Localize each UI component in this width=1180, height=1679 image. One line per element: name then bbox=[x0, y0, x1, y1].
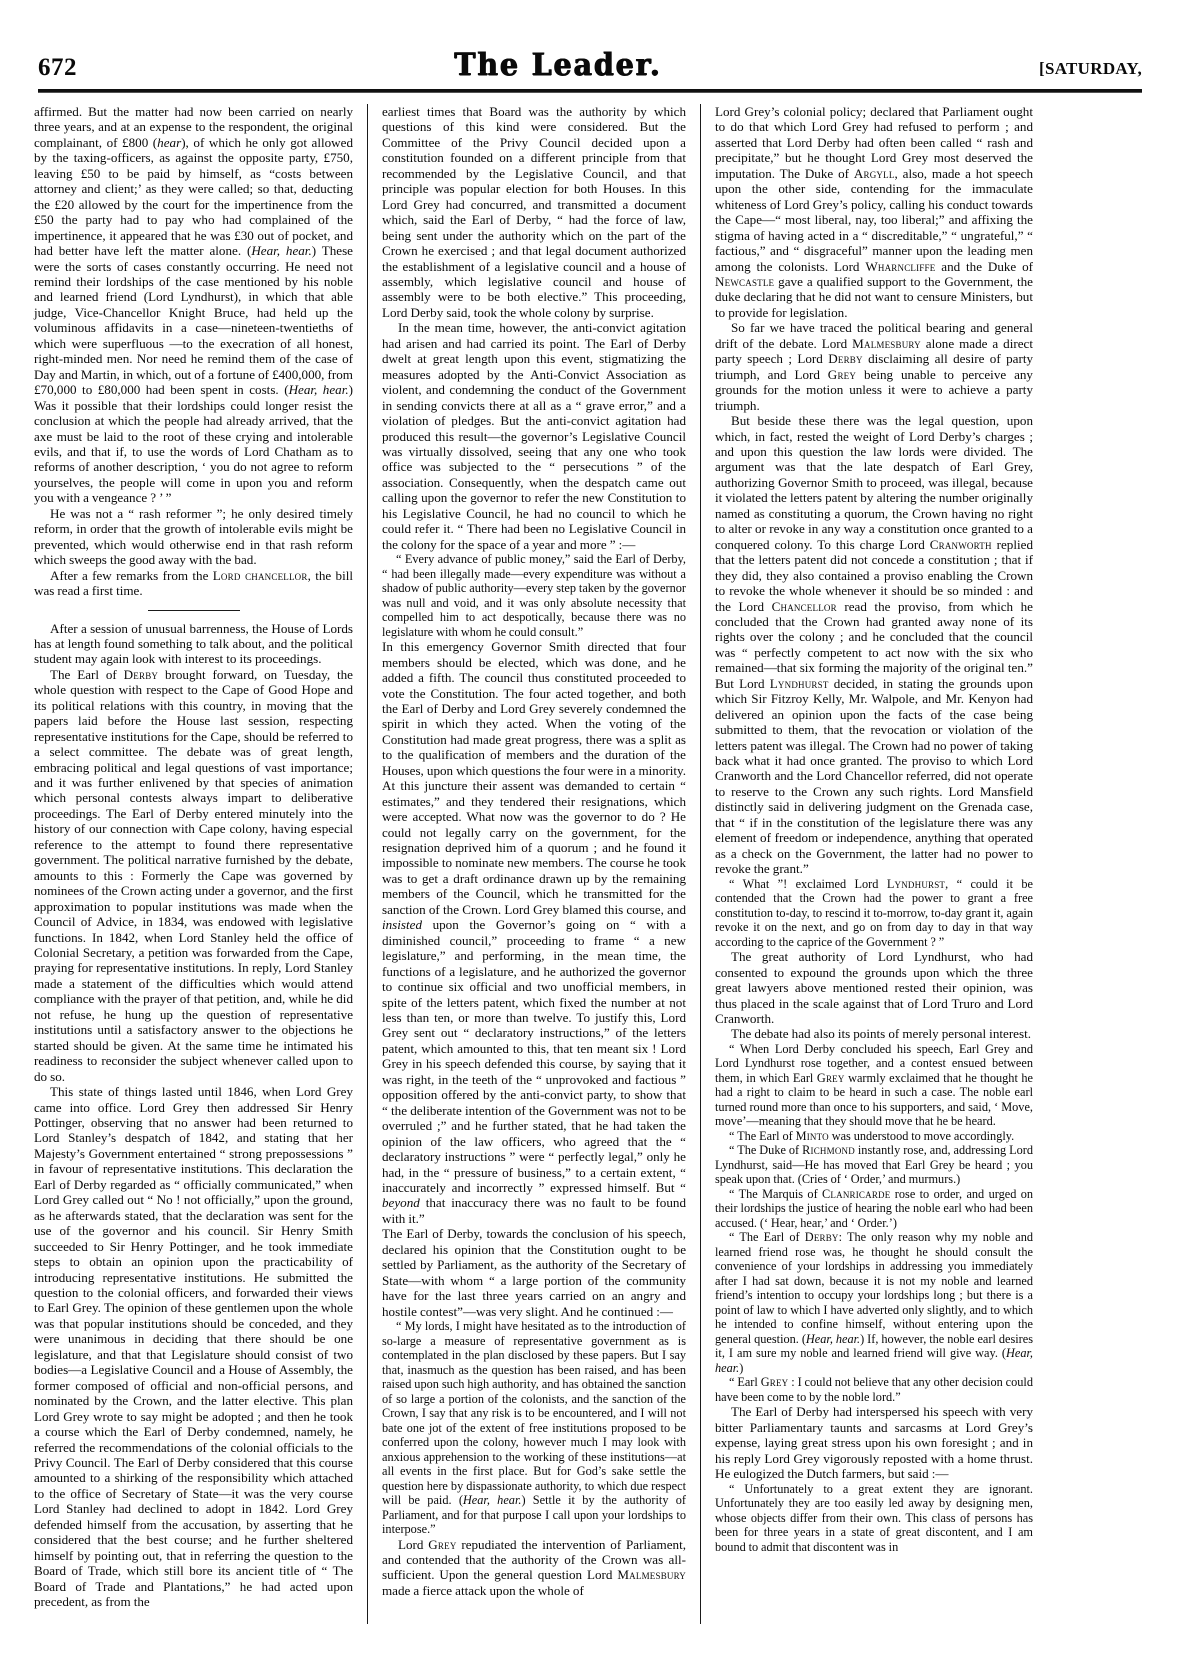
body-paragraph: Lord Grey’s colonial policy; declared that Parliament ought to do that which Lord Grey had refused to perform ; and asserted that Lord Derby had often been called “ rash and precipitate,” but he thought Lord Grey most deserved the imputation. The Duke of Argyll, also, made a hot speech upon the other side, contending for the immaculate whiteness of Lord Grey’s policy, calling his conduct towards the Cape—“ most liberal, nay, too liberal;” and affixing the stigma of having acted in a “ discreditable,” “ ungrateful,” “ factious,” and “ disgraceful” manner upon the leading men among the colonists. Lord Wharncliffe and the Duke of Newcastle gave a qualified support to the Government, the duke declaring that he did not want to censure Ministers, but to provide for legislation. bbox=[715, 104, 1033, 320]
italic-text: Hear, hear. bbox=[805, 1331, 861, 1346]
quoted-paragraph: “ The Earl of Minto was understood to move accordingly. bbox=[729, 1128, 1015, 1143]
body-paragraph: The Earl of Derby, towards the conclusion of his speech, declared his opinion that the Constitution ought to be settled by Parliament, as the authority of the Secretary of State—with whom “ a large portion of the community have for the last three years carried on an angry and hostile contest”—was very slight. And he continued :— bbox=[382, 1226, 686, 1319]
small-caps-name: Derby bbox=[828, 351, 863, 367]
body-paragraph: But beside these there was the legal question, upon which, in fact, rested the weight of Lord Derby’s charges ; and upon this question the law lords were divided. The argument was that the late despatch of Earl Grey, authorizing Governor Smith to proceed, was illegal, because it violated the letters patent by altering the number originally named as constituting a quorum, the Crown having no right to alter or revoke in any way a constitution once granted to a conquered colony. To this charge Lord Cranworth replied that the letters patent did not concede a constitution ; that if they did, they also contained a proviso enabling the Crown to revoke the whole whenever it should be so minded : and the Lord Chancellor read the proviso, from which he concluded that the Crown had granted away none of its rights over the colony ; and he concluded that the council was “ perfectly competent to act now with the six who remained—that six forming the majority of the original ten.” But Lord Lyndhurst decided, in stating the grounds upon which Sir Fitzroy Kelly, Mr. Walpole, and Mr. Kenyon had delivered an opinion upon the facts of the case being submitted to them, that the revocation or violation of the letters patent was illegal. The Crown had no power of taking back what it had once granted. The proviso to which Lord Cranworth and the Lord Chancellor referred, did not operate to reserve to the Crown any such rights. Lord Mansfield distinctly said in delivering judgment on the Grenada case, that “ if in the constitution of the legislature there was any element of freedom or independence, anything that operated as a check on the Government, the latter had no power to revoke the grant.” bbox=[715, 413, 1033, 877]
quoted-paragraph: “ The Earl of Derby: The only reason why my noble and learned friend rose was, he thought he should consult the convenience of your lordships in addressing you immediately after I had sat down, because it is not my noble and learned friend’s intention to occupy your lordships long ; but there is a point of law to which I have adverted only slightly, and to which he intended to confine himself, without entering upon the general question. (Hear, hear.) If, however, the noble earl desires it, I am sure my noble and learned friend will give way. (Hear, hear.) bbox=[715, 1230, 1033, 1375]
italic-text: Hear, hear. bbox=[288, 382, 349, 398]
small-caps-name: Lyndhurst bbox=[886, 876, 946, 891]
quoted-paragraph: “ When Lord Derby concluded his speech, Earl Grey and Lord Lyndhurst rose together, and a contest ensued between them, in which Earl Grey warmly exclaimed that he thought he had a right to claim to be heard in such a case. The noble earl turned round more than once to his supporters, and said, ‘ Move, move’—meaning that they should move that he be heard. bbox=[715, 1041, 1033, 1129]
body-paragraph: He was not a “ rash reformer ”; he only desired timely reform, in order that the growth of intolerable evils might be prevented, which would otherwise end in that rash reform which sweeps the good away with the bad. bbox=[34, 505, 353, 568]
body-paragraph: The Earl of Derby had interspersed his speech with very bitter Parliamentary taunts and sarcasms at Lord Grey’s expense, laying great stress upon his own foresight ; and in his reply Lord Grey vigorously reposted with a home thrust. He eulogized the Dutch farmers, but said :— bbox=[715, 1404, 1033, 1482]
small-caps-name: Cranworth bbox=[929, 536, 992, 552]
italic-text: beyond bbox=[382, 1195, 420, 1211]
small-caps-name: Grey bbox=[760, 1375, 789, 1390]
small-caps-name: Grey bbox=[827, 366, 857, 382]
quoted-paragraph: “ Unfortunately to a great extent they are ignorant. Unfortunately they are too easily led away by designing men, whose objects differ from their own. This class of persons has been for three years in a state of great discontent, and I am bound to admit that discontent was in bbox=[715, 1481, 1033, 1554]
small-caps-name: Minto bbox=[795, 1128, 829, 1143]
small-caps-name: Malmesbury bbox=[852, 335, 921, 351]
body-paragraph: Lord Grey repudiated the intervention of Parliament, and contended that the authority of the Crown was all-sufficient. Upon the general question Lord Malmesbury made a fierce attack upon the whole of bbox=[382, 1536, 686, 1598]
column-1 bbox=[34, 104, 367, 1624]
small-caps-name: Clanricarde bbox=[822, 1186, 891, 1201]
section-divider bbox=[148, 610, 240, 611]
body-paragraph: The great authority of Lord Lyndhurst, who had consented to expound the grounds upon which the three great lawyers above mentioned rested their opinion, was thus placed in the scale against that of Lord Truro and Lord Cranworth. bbox=[715, 949, 1033, 1026]
small-caps-name: Lord chancellor bbox=[212, 567, 308, 583]
column-2 bbox=[367, 104, 700, 1624]
italic-text: Hear, hear. bbox=[715, 1346, 1033, 1375]
body-paragraph: The debate had also its points of merely personal interest. bbox=[731, 1026, 1031, 1042]
body-paragraph: In the mean time, however, the anti-convict agitation had arisen and had carried its point. The Earl of Derby dwelt at great length upon this event, stigmatizing the measures adopted by the Anti-Convict Association as violent, and condemning the conduct of the Government in sending convicts there at all as a “ grave error,” and a violation of pledges. But the anti-convict agitation had produced this result—the governor’s Legislative Council was virtually dissolved, seeing that any one who took office was subjected to the “ persecutions ” of the association. Consequently, when the despatch came out calling upon the governor to refer the new Constitution to his Legislative Council, he had no council to which he could refer it. “ There had been no Legislative Council in the colony for the space of a year and more ” :— bbox=[382, 320, 686, 552]
masthead bbox=[38, 30, 1142, 82]
italic-text: hear bbox=[157, 134, 182, 150]
body-paragraph: affirmed. But the matter had now been carried on nearly three years, and at an expense to the respondent, the original complainant, of £800 (hear), of which he only got allowed by the taxing-officers, as against the opposite party, £750, leaving £50 to be paid by himself, as “costs between attorney and client;’ as they were called; so that, deducting the £20 allowed by the court for the impertinence from the £50 the party had to pay who had complained of the impertinence, it appeared that he was £30 out of pocket, and had better have left the matter alone. (Hear, hear.) These were the sorts of cases constantly occurring. He need not remind their lordships of the case mentioned by his noble and learned friend (Lord Lyndhurst), in which that able judge, Vice-Chancellor Knight Bruce, had held up the voluminous affidavits in a case—nineteen-twentieths of which were superfluous —to the execration of all honest, right-minded men. Nor need he remind them of the case of Day and Martin, in which, out of a fortune of £400,000, from £70,000 to £80,000 had been spent in costs. (Hear, hear.) Was it possible that their lordships could longer resist the conclusion at which the people had already arrived, that the axe must be laid to the root of these crying and intolerable evils, and that if, to use the words of Lord Chatham as to reforms of another description, ‘ you do not agree to reform yourselves, the people will come in upon you and reform you with a vengeance ? ’ ” bbox=[34, 104, 353, 506]
small-caps-name: Malmesbury bbox=[617, 1567, 686, 1583]
small-caps-name: Argyll bbox=[853, 165, 895, 181]
column-3 bbox=[700, 104, 1033, 1624]
small-caps-name: Grey bbox=[428, 1536, 457, 1552]
small-caps-name: Lyndhurst bbox=[769, 675, 829, 691]
small-caps-name: Derby bbox=[123, 666, 159, 682]
body-paragraph: After a session of unusual barrenness, the House of Lords has at length found something to talk about, and the political student may again look with interest to its proceedings. bbox=[34, 620, 353, 667]
newspaper-title bbox=[115, 47, 1000, 83]
quoted-paragraph: “ Earl Grey : I could not believe that any other decision could have been come to by the noble lord.” bbox=[715, 1375, 1033, 1404]
article-columns bbox=[34, 104, 1146, 1624]
body-paragraph: After a few remarks from the Lord chancellor, the bill was read a first time. bbox=[34, 567, 353, 599]
italic-text: Hear, hear. bbox=[251, 243, 312, 259]
newspaper-title-text: The Leader. bbox=[454, 47, 662, 83]
body-paragraph: So far we have traced the political bearing and general drift of the debate. Lord Malmesbury alone made a direct party speech ; Lord Derby disclaiming all desire of party triumph, and Lord Grey being unable to perceive any grounds for the motion unless it were to achieve a party triumph. bbox=[715, 320, 1034, 413]
small-caps-name: Newcastle bbox=[715, 273, 775, 289]
quoted-paragraph: “ What ”! exclaimed Lord Lyndhurst, “ could it be contended that the Crown had the power to grant a free constitution to-day, to rescind it to-morrow, to-day grant it, again revoke it on the next, and go on from day to day in that way according to the caprice of the Government ? ” bbox=[715, 876, 1033, 949]
small-caps-name: Derby bbox=[804, 1230, 839, 1245]
small-caps-name: Wharncliffe bbox=[865, 258, 936, 274]
body-paragraph: This state of things lasted until 1846, when Lord Grey came into office. Lord Grey then addressed Sir Henry Pottinger, observing that no answer had been returned to Lord Stanley’s despatch of 1842, and stating that her Majesty’s Government entertained “ strong prepossessions ” in favour of representative institutions. This declaration the Earl of Derby regarded as “ officially communicated,” when Lord Grey called out “ No ! not officially,” upon the ground, as he afterwards stated, that the declaration was sent for the use of the governor and his council. Sir Henry Smith succeeded to Sir Henry Pottinger, and he took immediate steps to obtain an opinion upon the practicability of introducing representative institutions. He submitted the question to the colonial officers, and forwarded their views to Earl Grey. The opinion of these gentlemen upon the whole was that popular institutions should be conceded, and they were unanimous in deciding that there should be one legislature, and that that Legislature should consist of two bodies—a Legislative Council and a House of Assembly, the former composed of official and non-official persons, and nominated by the Crown, and the latter elective. This plan Lord Grey wrote to say might be adopted ; and then he took a course which the Earl of Derby condemned, namely, he referred the recommendations of the colonial officials to the Privy Council. The Earl of Derby considered that this course amounted to a shirking of the responsibility which attached to the office of Secretary of State—it was the very course Lord Stanley had declined to adopt in 1842. Lord Grey defended himself from the accusation, by asserting that he considered that the best course; and he further sheltered himself by pointing out, that in referring the question to the Board of Trade, which still bore its ancient title of “ The Board of Trade and Plantations,” he had acted upon precedent, as from the bbox=[34, 1084, 353, 1610]
header-rule bbox=[38, 89, 1142, 93]
quoted-paragraph: “ The Duke of Richmond instantly rose, and, addressing Lord Lyndhurst, said—He has moved that Earl Grey be heard ; you speak upon that. (Cries of ‘ Order,’ and murmurs.) bbox=[715, 1143, 1033, 1187]
newspaper-page bbox=[0, 30, 1180, 1679]
dateline: [SATURDAY, bbox=[1039, 59, 1142, 78]
italic-text: Hear, hear. bbox=[462, 1493, 522, 1508]
small-caps-name: Richmond bbox=[802, 1143, 855, 1158]
small-caps-name: Grey bbox=[816, 1070, 845, 1085]
body-paragraph: In this emergency Governor Smith directed that four members should be elected, which was done, and he added a fifth. The council thus constituted proceeded to vote the Constitution. The four acted together, and both the Earl of Derby and Lord Grey severely condemned the spirit in which they acted. When the voting of the Constitution had made great progress, there was a split as to the qualification of members and the duration of the Houses, upon which questions the four were in a minority. At this juncture their assent was demanded to certain “ estimates,” and they tendered their resignations, which were accepted. What now was the governor to do ? He could not legally carry on the government, for the resignation deprived him of a quorum ; and he found it impossible to nominate new members. The course he took was to get a draft ordinance drawn up by the remaining members of the Council, which he transmitted for the sanction of the Crown. Lord Grey blamed this course, and insisted upon the Governor’s going on “ with a diminished council,” proceeding to frame “ a new legislature,” and performing, in the mean time, the functions of a legislature, and he authorized the governor to continue six official and two unofficial members, in spite of the letters patent, which fixed the number at not less than ten, or more than twelve. To justify this, Lord Grey sent out “ declaratory instructions,” of the letters patent, which amounted to this, that ten meant six ! Lord Grey in his speech defended this course, by saying that it was right, in the teeth of the “ unprovoked and factious ” opposition offered by the anti-convict party, to show that “ the deliberate intention of the Government was not to be overruled ;” and he further stated, that he had taken the opinion of the law officers, who agreed that the “ declaratory instructions ” were “ perfectly legal,” only he had, in the “ pressure of business,” to a certain extent, “ inaccurately and incorrectly ” expressed himself. But “ beyond that inaccuracy there was no fault to be found with it.” bbox=[382, 639, 686, 1226]
body-paragraph: earliest times that Board was the authority by which questions of this kind were considered. But the Committee of the Privy Council decided upon a constitution founded on a different principle from that recommended by the Legislative Council, and that principle was popular election for both Houses. In this Lord Grey had concurred, and transmitted a document which, said the Earl of Derby, “ had the force of law, being sent under the authority which on the part of the Crown he exercised ; and that legal document authorized the establishment of a legislative council and a house of assembly, which legislative council and house of assembly were to be both elective.” This proceeding, Lord Derby said, took the whole colony by surprise. bbox=[382, 104, 686, 320]
quoted-paragraph: “ The Marquis of Clanricarde rose to order, and urged on their lordships the justice of hearing the noble earl who had been accused. (‘ Hear, hear,’ and ‘ Order.’) bbox=[715, 1186, 1033, 1230]
quoted-paragraph: “ My lords, I might have hesitated as to the introduction of so-large a measure of representative government as is contemplated in the plan disclosed by these papers. But I say that, inasmuch as the question has been raised, and has been raised upon such high authority, and has obtained the sanction of so large a portion of the colonists, and the sanction of the Crown, I say that any risk is to be encountered, and I will not bate one jot of the extent of free institutions proposed to be conferred upon the colony, however much I may look with anxious apprehension to the working of these institutions—at all events in the first place. But for God’s sake settle the question here by dispassionate authority, to which due respect will be paid. (Hear, hear.) Settle it by the authority of Parliament, and for that purpose I call upon your lordships to interpose.” bbox=[382, 1319, 687, 1537]
small-caps-name: Chancellor bbox=[771, 598, 837, 614]
quoted-paragraph: “ Every advance of public money,” said the Earl of Derby, “ had been illegally made—every expenditure was without a shadow of public authority—every step taken by the governor was null and void, and it was only absolute necessity that compelled him to act despotically, because there was no legislature with whom he could consult.” bbox=[382, 552, 686, 639]
italic-text: insisted bbox=[382, 917, 423, 933]
page-number: 672 bbox=[38, 54, 77, 81]
body-paragraph: The Earl of Derby brought forward, on Tuesday, the whole question with respect to the Cape of Good Hope and its political relations with this country, in moving that the papers laid before the House last session, respecting representative institutions for the Cape, should be referred to a select committee. The debate was of great length, embracing political and legal questions of vast importance; and it was further enlivened by that species of animation which personal contests always impart to deliberative proceedings. The Earl of Derby entered minutely into the history of our connection with Cape colony, having especial reference to the attempt to found there representative government. The political narrative furnished by the debate, amounts to this : Formerly the Cape was governed by nominees of the Crown acting under a governor, and the first approximation to popular institutions was made when the Council of Advice, in 1834, was endowed with legislative functions. In 1842, when Lord Stanley held the office of Colonial Secretary, a petition was forwarded from the Cape, praying for representative institutions. In reply, Lord Stanley made a statement of the difficulties which would attend compliance with the prayer of that petition, and, while he did not refuse, he hung up the question of representative institutions until a satisfactory answer to the objections he started should be given. At the same time he intimated his readiness to reconsider the subject whenever called upon to do so. bbox=[34, 666, 353, 1084]
